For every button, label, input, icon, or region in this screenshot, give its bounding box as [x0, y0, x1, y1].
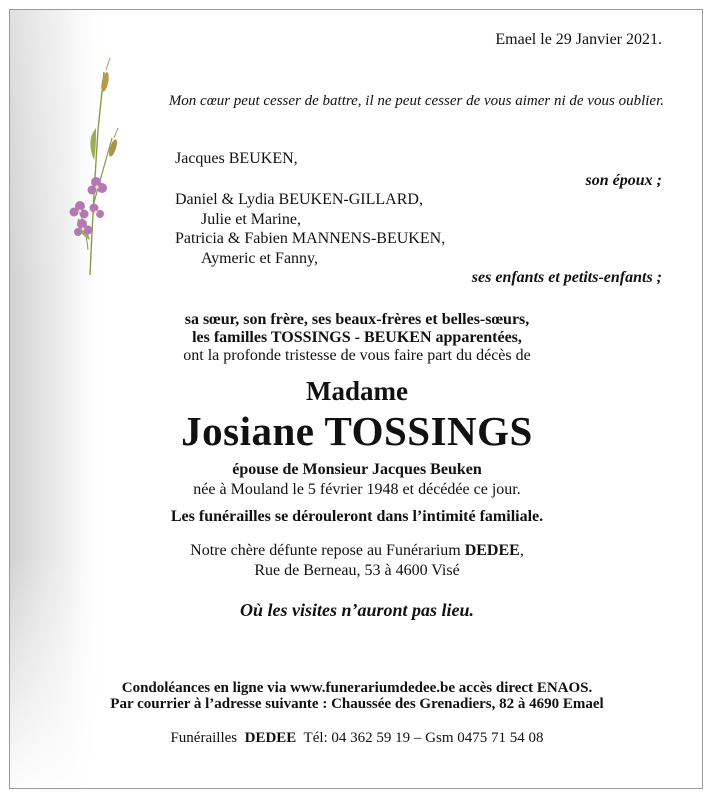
- child-1: Daniel & Lydia BEUKEN-GILLARD,: [175, 191, 423, 208]
- rest-prefix: Notre chère défunte repose au Funérarium: [190, 542, 465, 559]
- contact-name: DEDEE: [244, 730, 297, 746]
- birth-death-line: née à Mouland le 5 février 1948 et décédée ce jour.: [193, 481, 521, 498]
- deceased-title: Madame: [306, 376, 408, 406]
- contact-phones: Tél: 04 362 59 19 – Gsm 0475 71 54 08: [296, 730, 544, 746]
- grandchildren-2: Aymeric et Fanny,: [201, 250, 319, 267]
- visits-line: Où les visites n’auront pas lieu.: [239, 600, 475, 620]
- announcement-line-2: les familles TOSSINGS - BEUKEN apparentées,: [192, 329, 522, 346]
- funeral-line: Les funérailles se dérouleront dans l’intimité familiale.: [170, 508, 544, 525]
- contact-prefix: Funérailles: [170, 730, 245, 746]
- spouse-role: son époux ;: [585, 172, 662, 189]
- condolences-line: Condoléances en ligne via www.funerariumdedee.be accès direct ENAOS.: [121, 680, 593, 696]
- deceased-name: Josiane TOSSINGS: [181, 408, 533, 454]
- announcement-line-3: ont la profonde tristesse de vous faire part du décès de: [183, 347, 531, 364]
- quote: Mon cœur peut cesser de battre, il ne peut cesser de vous aimer ni de vous oublier.: [168, 93, 664, 109]
- rest-line: [0, 541, 714, 561]
- spouse-line: épouse de Monsieur Jacques Beuken: [232, 461, 482, 478]
- funerarium-name: DEDEE: [464, 542, 520, 559]
- children-role: ses enfants et petits-enfants ;: [471, 269, 662, 286]
- rest-suffix: ,: [519, 542, 524, 559]
- child-2: Patricia & Fabien MANNENS-BEUKEN,: [175, 230, 446, 247]
- contact-line: [0, 728, 714, 748]
- grandchildren-1: Julie et Marine,: [201, 211, 301, 228]
- date-line: Emael le 29 Janvier 2021.: [495, 31, 662, 48]
- mail-line: Par courrier à l’adresse suivante : Chaussée des Grenadiers, 82 à 4690 Emael: [110, 696, 604, 712]
- spouse-name: Jacques BEUKEN,: [175, 150, 298, 167]
- announcement-line-1: sa sœur, son frère, ses beaux-frères et belles-sœurs,: [184, 311, 530, 328]
- address-line: Rue de Berneau, 53 à 4600 Visé: [254, 562, 460, 579]
